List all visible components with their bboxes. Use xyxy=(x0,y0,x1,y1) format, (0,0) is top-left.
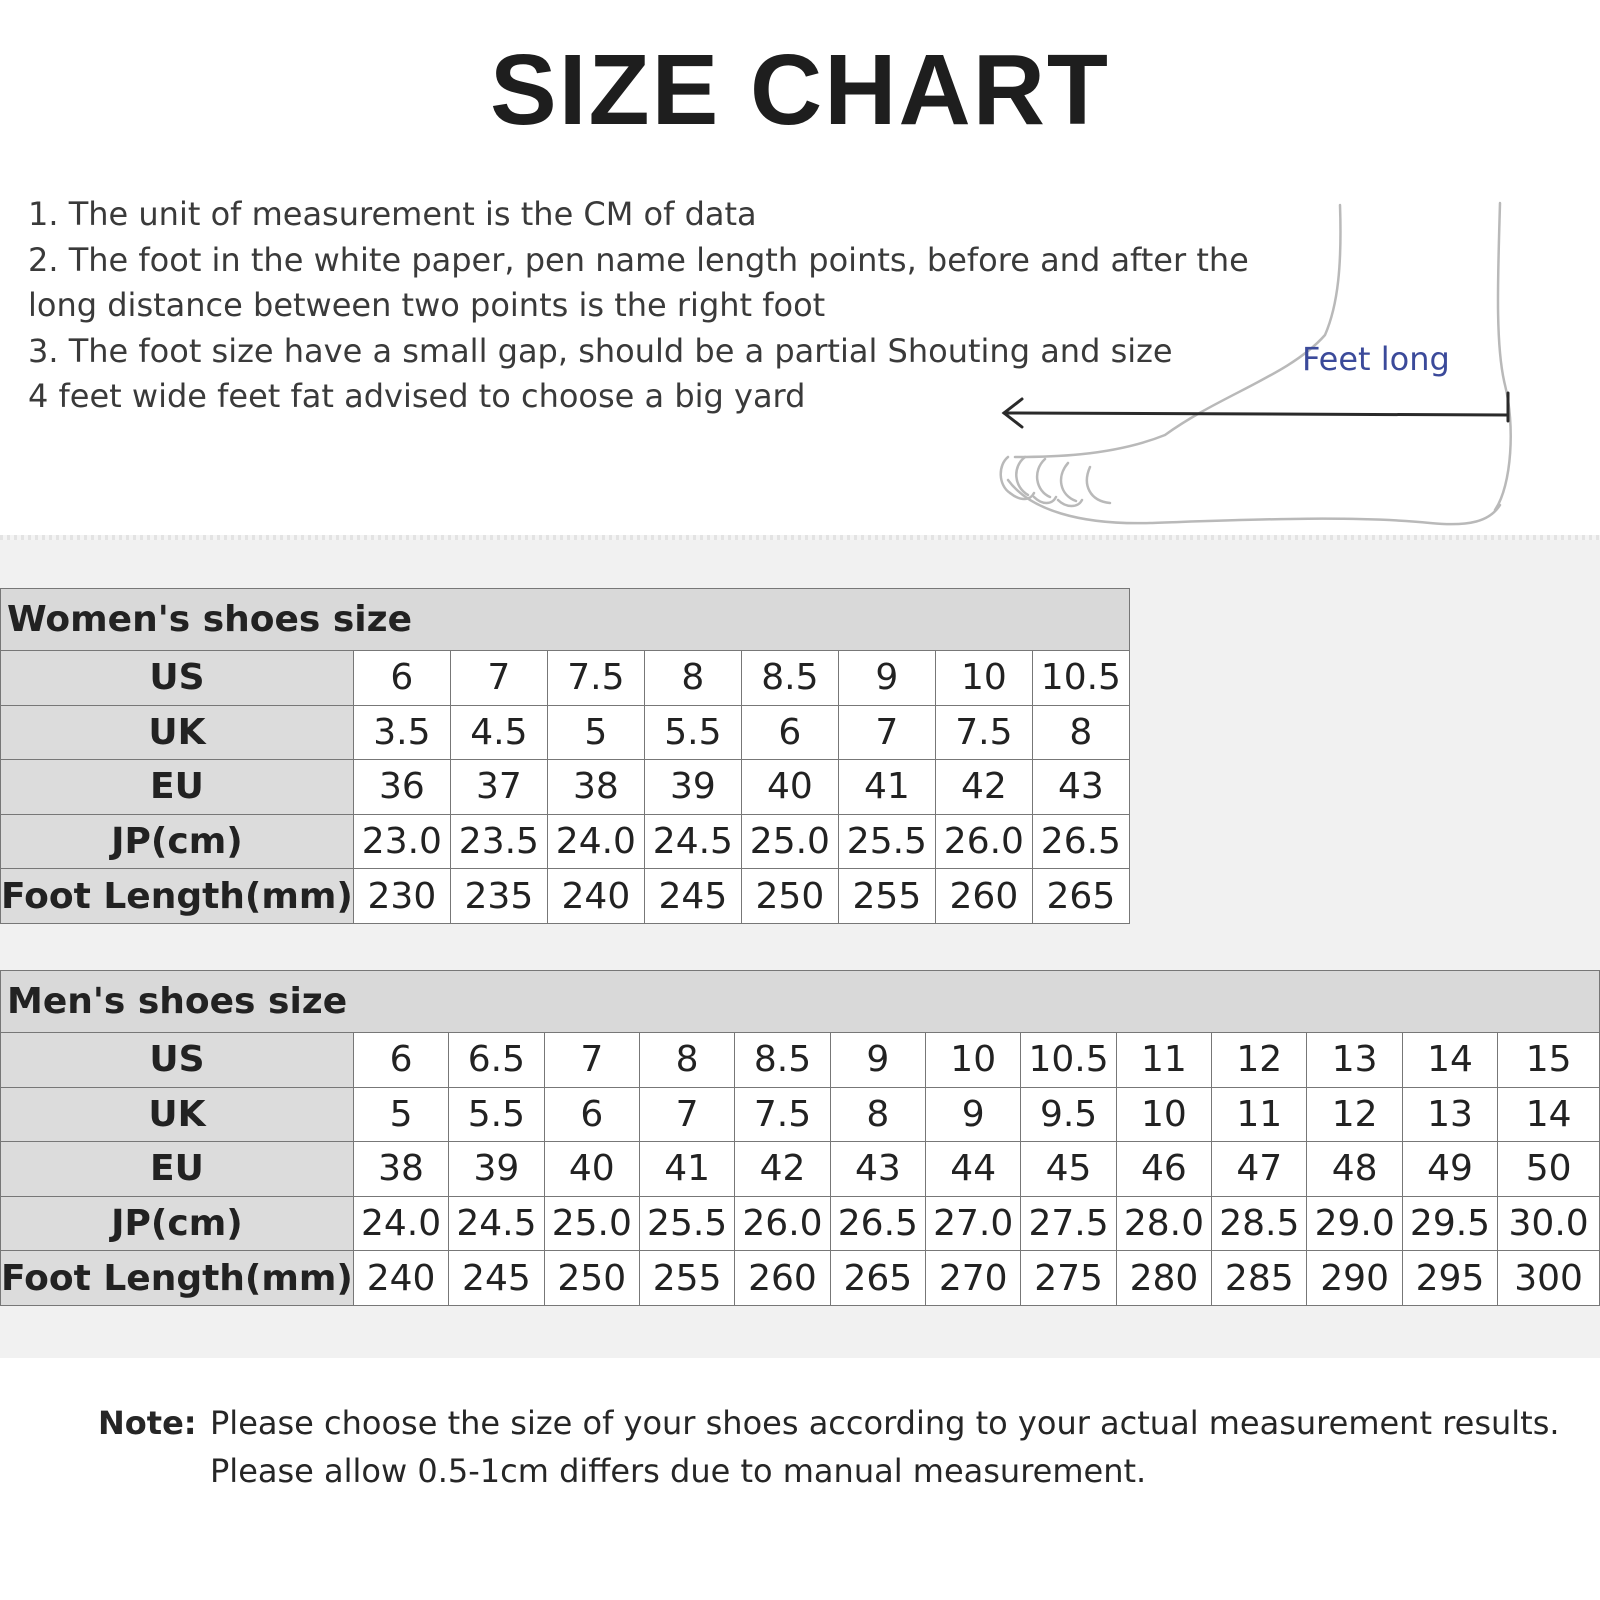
table-cell: 42 xyxy=(935,760,1032,815)
table-cell: 25.0 xyxy=(741,814,838,869)
row-label: EU xyxy=(1,1142,354,1197)
instruction-line: long distance between two points is the right foot xyxy=(28,286,826,324)
note-line-1: Please choose the size of your shoes according to your actual measurement results. xyxy=(210,1404,1560,1442)
table-cell: 27.5 xyxy=(1021,1196,1116,1251)
table-cell: 6 xyxy=(741,705,838,760)
table-cell: 7 xyxy=(838,705,935,760)
row-label: UK xyxy=(1,1087,354,1142)
table-cell: 7.5 xyxy=(735,1087,830,1142)
table-cell: 260 xyxy=(735,1251,830,1306)
table-cell: 235 xyxy=(450,869,547,924)
table-row xyxy=(1,869,1130,924)
measure-arrow-line xyxy=(1004,413,1508,415)
table-cell: 12 xyxy=(1212,1033,1307,1088)
table-cell: 23.0 xyxy=(353,814,450,869)
table-cell: 24.0 xyxy=(547,814,644,869)
table-cell: 245 xyxy=(644,869,741,924)
table-cell: 14 xyxy=(1498,1087,1600,1142)
table-cell: 23.5 xyxy=(450,814,547,869)
table-cell: 245 xyxy=(449,1251,544,1306)
table-cell: 38 xyxy=(353,1142,448,1197)
table-cell: 10.5 xyxy=(1021,1033,1116,1088)
mens-table-title: Men's shoes size xyxy=(1,971,1600,1033)
table-cell: 265 xyxy=(1032,869,1129,924)
table-cell: 275 xyxy=(1021,1251,1116,1306)
table-cell: 50 xyxy=(1498,1142,1600,1197)
table-cell: 41 xyxy=(838,760,935,815)
table-cell: 9.5 xyxy=(1021,1087,1116,1142)
leg-front-line xyxy=(1015,205,1340,457)
table-cell: 28.0 xyxy=(1116,1196,1211,1251)
row-label: US xyxy=(1,1033,354,1088)
row-label: UK xyxy=(1,705,354,760)
table-cell: 24.5 xyxy=(449,1196,544,1251)
table-cell: 255 xyxy=(639,1251,734,1306)
table-row xyxy=(1,1251,1600,1306)
table-cell: 46 xyxy=(1116,1142,1211,1197)
table-cell: 6 xyxy=(353,1033,448,1088)
mens-size-table xyxy=(0,970,1600,1306)
table-cell: 36 xyxy=(353,760,450,815)
table-cell: 25.0 xyxy=(544,1196,639,1251)
table-cell: 42 xyxy=(735,1142,830,1197)
table-row xyxy=(1,760,1130,815)
table-cell: 8 xyxy=(639,1033,734,1088)
row-label: EU xyxy=(1,760,354,815)
table-cell: 40 xyxy=(741,760,838,815)
table-cell: 26.0 xyxy=(735,1196,830,1251)
table-cell: 38 xyxy=(547,760,644,815)
table-cell: 7 xyxy=(450,651,547,706)
table-cell: 26.0 xyxy=(935,814,1032,869)
table-cell: 26.5 xyxy=(830,1196,925,1251)
table-cell: 7 xyxy=(639,1087,734,1142)
table-cell: 3.5 xyxy=(353,705,450,760)
table-cell: 39 xyxy=(449,1142,544,1197)
table-cell: 9 xyxy=(838,651,935,706)
table-cell: 250 xyxy=(544,1251,639,1306)
table-row xyxy=(1,1033,1600,1088)
table-cell: 27.0 xyxy=(926,1196,1021,1251)
row-label: JP(cm) xyxy=(1,1196,354,1251)
table-cell: 10 xyxy=(1116,1087,1211,1142)
instruction-line: 2. The foot in the white paper, pen name length points, before and after the xyxy=(28,240,1249,279)
table-cell: 9 xyxy=(830,1033,925,1088)
table-cell: 250 xyxy=(741,869,838,924)
table-cell: 9 xyxy=(926,1087,1021,1142)
table-cell: 10 xyxy=(926,1033,1021,1088)
feet-long-label: Feet long xyxy=(1302,340,1450,378)
table-cell: 43 xyxy=(1032,760,1129,815)
table-cell: 280 xyxy=(1116,1251,1211,1306)
table-cell: 12 xyxy=(1307,1087,1402,1142)
table-cell: 37 xyxy=(450,760,547,815)
table-cell: 285 xyxy=(1212,1251,1307,1306)
womens-table-title: Women's shoes size xyxy=(1,589,1130,651)
table-cell: 255 xyxy=(838,869,935,924)
table-cell: 11 xyxy=(1116,1033,1211,1088)
table-row xyxy=(1,705,1130,760)
table-cell: 300 xyxy=(1498,1251,1600,1306)
womens-size-table xyxy=(0,588,1130,924)
table-cell: 49 xyxy=(1402,1142,1497,1197)
table-cell: 6 xyxy=(544,1087,639,1142)
table-cell: 8.5 xyxy=(741,651,838,706)
table-cell: 13 xyxy=(1307,1033,1402,1088)
table-cell: 5 xyxy=(547,705,644,760)
table-cell: 25.5 xyxy=(639,1196,734,1251)
note-line-2: Please allow 0.5-1cm differs due to manual measurement. xyxy=(210,1452,1147,1490)
table-cell: 290 xyxy=(1307,1251,1402,1306)
table-cell: 14 xyxy=(1402,1033,1497,1088)
table-cell: 6.5 xyxy=(449,1033,544,1088)
table-cell: 40 xyxy=(544,1142,639,1197)
table-cell: 4.5 xyxy=(450,705,547,760)
table-cell: 26.5 xyxy=(1032,814,1129,869)
table-cell: 30.0 xyxy=(1498,1196,1600,1251)
table-cell: 240 xyxy=(547,869,644,924)
table-cell: 7 xyxy=(544,1033,639,1088)
table-cell: 13 xyxy=(1402,1087,1497,1142)
table-cell: 240 xyxy=(353,1251,448,1306)
table-cell: 230 xyxy=(353,869,450,924)
table-cell: 5.5 xyxy=(449,1087,544,1142)
table-cell: 48 xyxy=(1307,1142,1402,1197)
table-cell: 47 xyxy=(1212,1142,1307,1197)
note-label: Note: xyxy=(98,1404,197,1442)
table-cell: 39 xyxy=(644,760,741,815)
table-cell: 6 xyxy=(353,651,450,706)
table-row xyxy=(1,1142,1600,1197)
table-cell: 43 xyxy=(830,1142,925,1197)
instruction-line: 4 feet wide feet fat advised to choose a big yard xyxy=(28,377,806,415)
table-cell: 28.5 xyxy=(1212,1196,1307,1251)
table-cell: 5.5 xyxy=(644,705,741,760)
instruction-line: 1. The unit of measurement is the CM of data xyxy=(28,195,757,233)
table-cell: 45 xyxy=(1021,1142,1116,1197)
table-cell: 29.5 xyxy=(1402,1196,1497,1251)
page-title: SIZE CHART xyxy=(490,34,1110,146)
table-cell: 8 xyxy=(644,651,741,706)
table-cell: 8 xyxy=(830,1087,925,1142)
table-cell: 8.5 xyxy=(735,1033,830,1088)
table-cell: 7.5 xyxy=(547,651,644,706)
table-cell: 10.5 xyxy=(1032,651,1129,706)
instruction-line: 3. The foot size have a small gap, should be a partial Shouting and size xyxy=(28,331,1173,370)
row-label: Foot Length(mm) xyxy=(1,869,354,924)
table-row xyxy=(1,1087,1600,1142)
row-label: JP(cm) xyxy=(1,814,354,869)
table-cell: 295 xyxy=(1402,1251,1497,1306)
table-cell: 15 xyxy=(1498,1033,1600,1088)
table-cell: 24.0 xyxy=(353,1196,448,1251)
table-cell: 11 xyxy=(1212,1087,1307,1142)
leg-back-line xyxy=(1495,203,1511,510)
table-cell: 265 xyxy=(830,1251,925,1306)
table-row xyxy=(1,814,1130,869)
table-cell: 8 xyxy=(1032,705,1129,760)
table-cell: 29.0 xyxy=(1307,1196,1402,1251)
table-row xyxy=(1,1196,1600,1251)
row-label: US xyxy=(1,651,354,706)
table-cell: 5 xyxy=(353,1087,448,1142)
table-row xyxy=(1,651,1130,706)
table-cell: 24.5 xyxy=(644,814,741,869)
table-cell: 7.5 xyxy=(935,705,1032,760)
table-cell: 44 xyxy=(926,1142,1021,1197)
note-block xyxy=(98,1399,1560,1495)
row-label: Foot Length(mm) xyxy=(1,1251,354,1306)
table-cell: 10 xyxy=(935,651,1032,706)
table-cell: 270 xyxy=(926,1251,1021,1306)
table-cell: 25.5 xyxy=(838,814,935,869)
table-cell: 260 xyxy=(935,869,1032,924)
table-cell: 41 xyxy=(639,1142,734,1197)
